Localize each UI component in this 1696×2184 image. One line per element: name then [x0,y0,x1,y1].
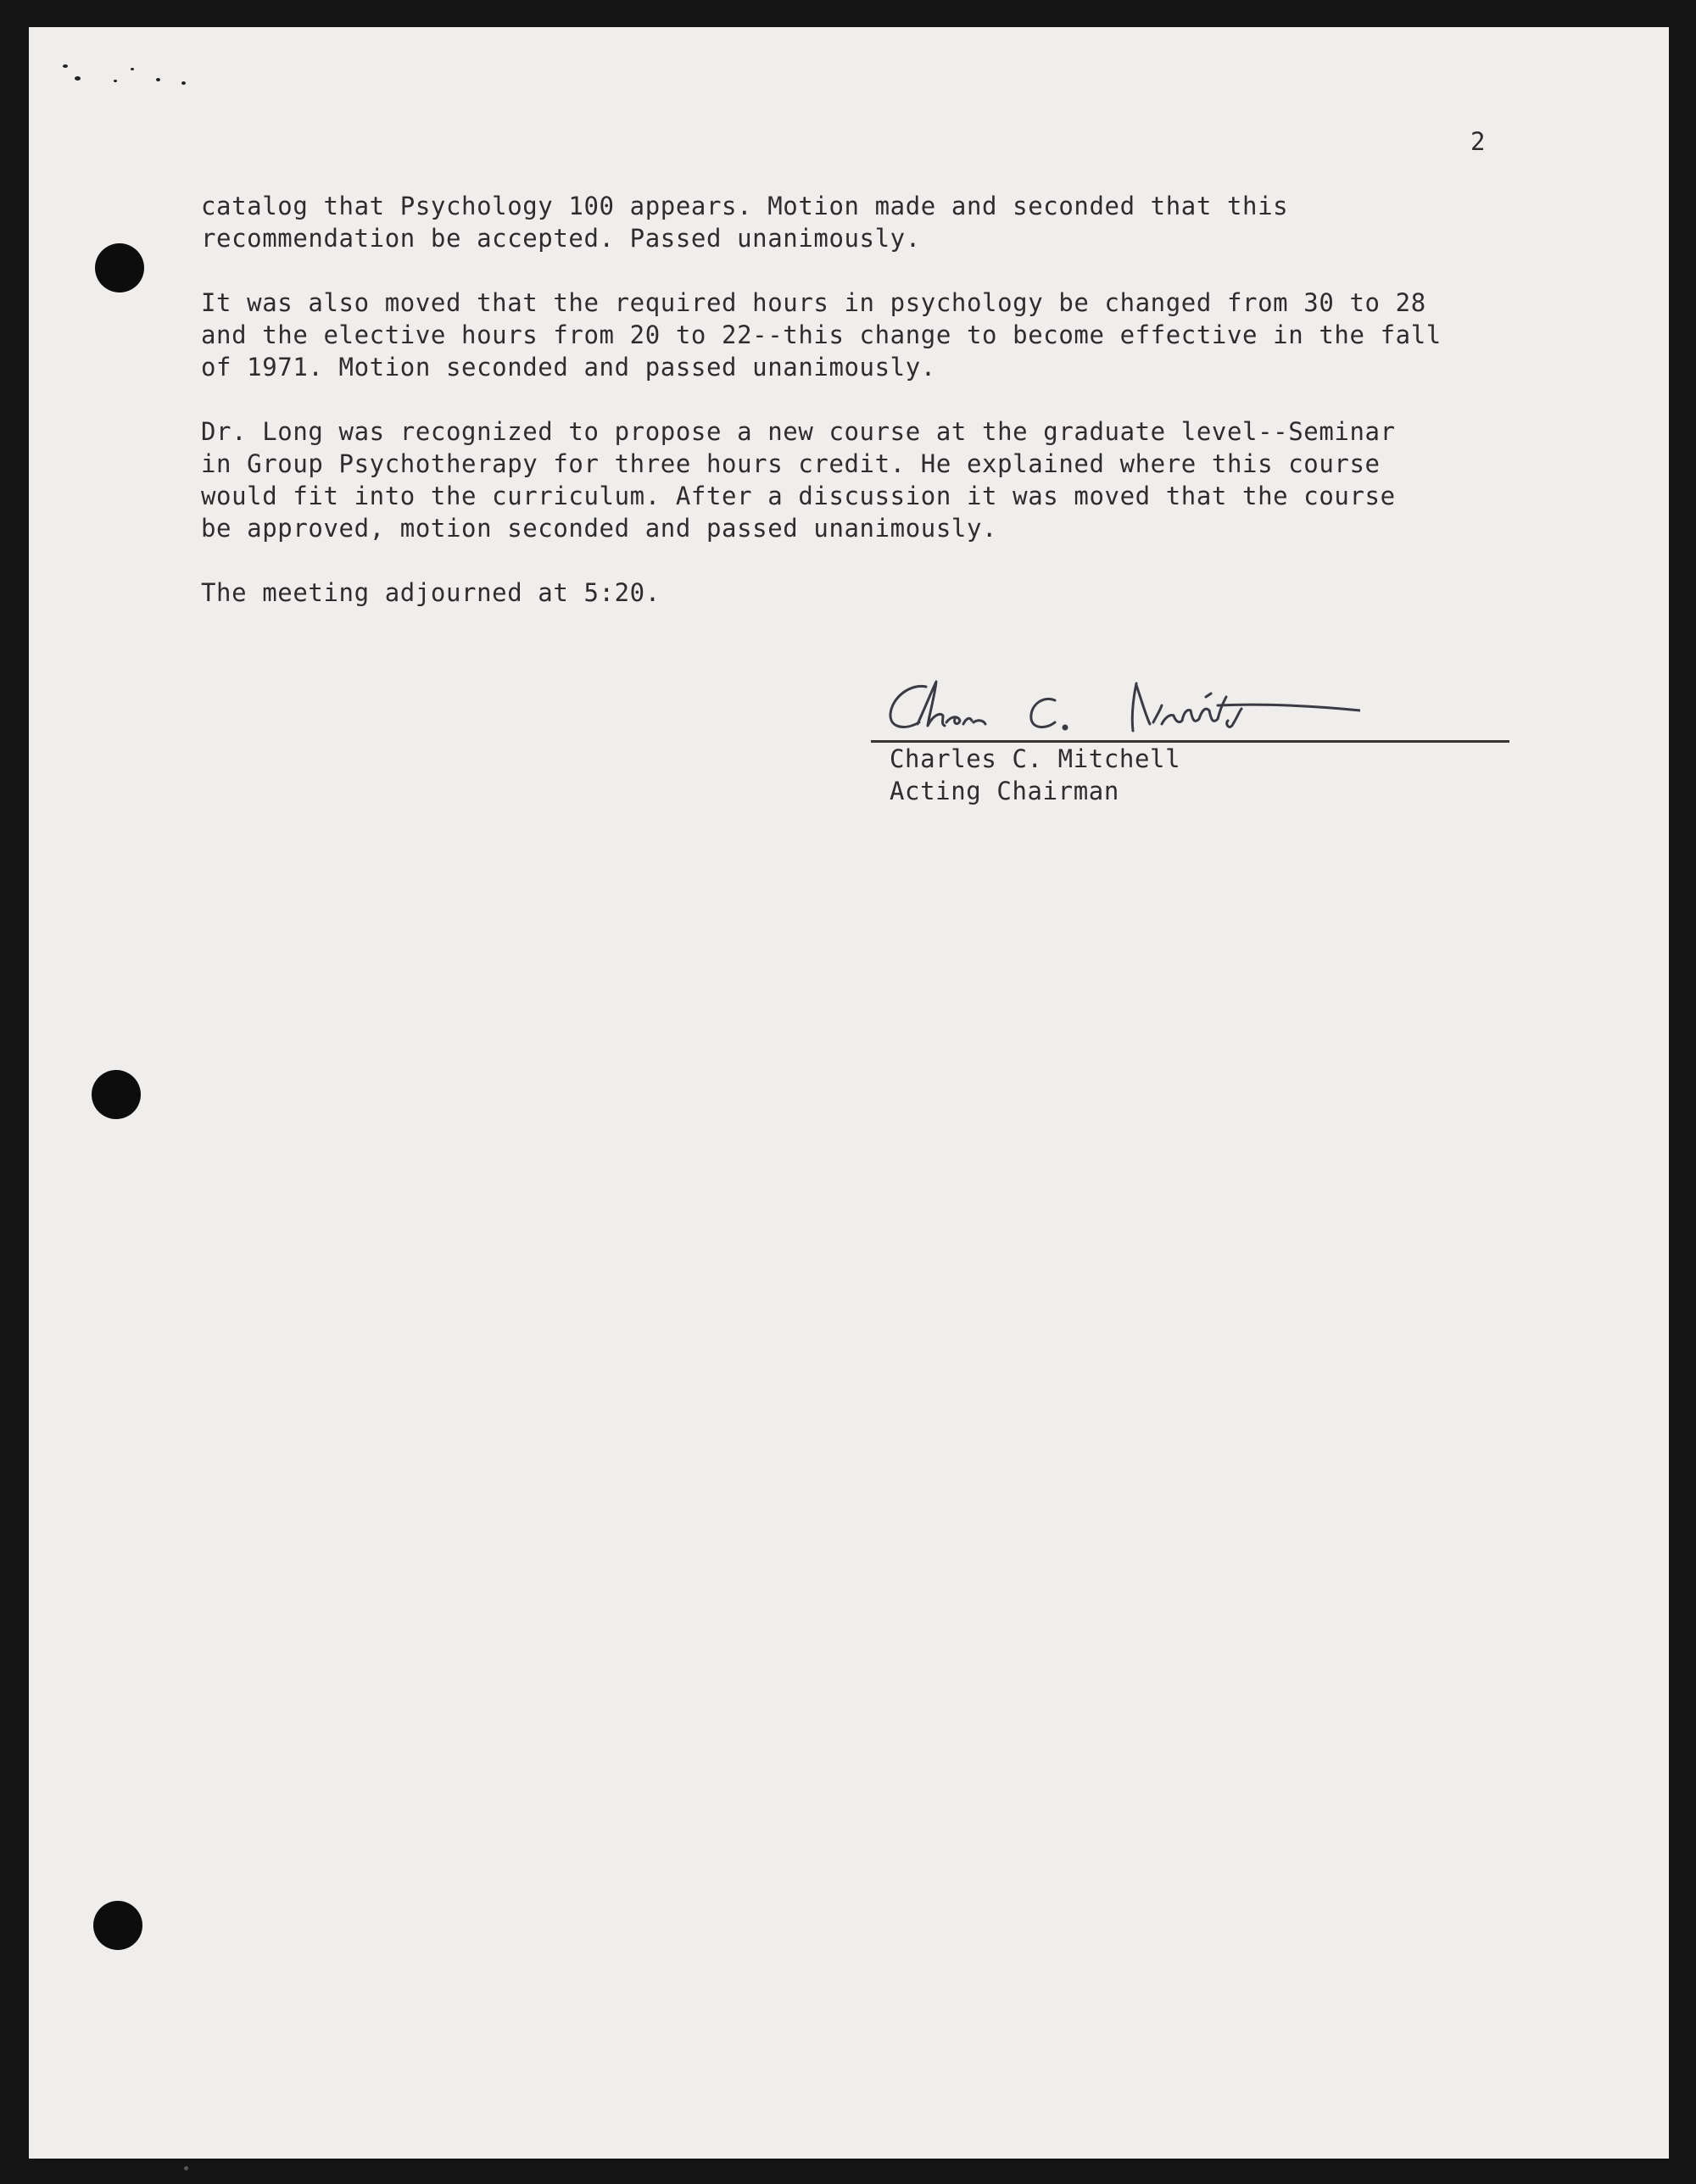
binder-hole-top [95,243,144,292]
paragraph-required-hours: It was also moved that the required hours in psychology be changed from 30 to 28 and the elective hours from 20 to 22--this change to become effective in the fall of 1971. Motion seconded and passed unanimously. [201,288,1442,382]
signer-name: Charles C. Mitchell [890,744,1181,773]
paragraph-psychology-100: catalog that Psychology 100 appears. Motion made and seconded that this recommendation be accepted. Passed unanimously. [201,192,1289,253]
handwritten-signature [885,671,1360,748]
binder-hole-middle [92,1070,141,1119]
minutes-body [201,190,1643,641]
document-page [29,27,1669,2159]
paragraph-adjourned: The meeting adjourned at 5:20. [201,578,661,607]
paragraph-new-course: Dr. Long was recognized to propose a new course at the graduate level--Seminar in Group Psychotherapy for three hours credit. He explained where this course would fit into the curriculum. After a discussion it was moved that the course be approved, motion seconded and passed unanimously. [201,417,1396,543]
signer-title: Acting Chairman [890,777,1119,805]
page-number: 2 [1470,127,1486,156]
scan-dust [184,2166,188,2170]
binder-hole-bottom [93,1901,142,1950]
signer-details [890,743,1180,807]
paper-specks [63,64,232,98]
